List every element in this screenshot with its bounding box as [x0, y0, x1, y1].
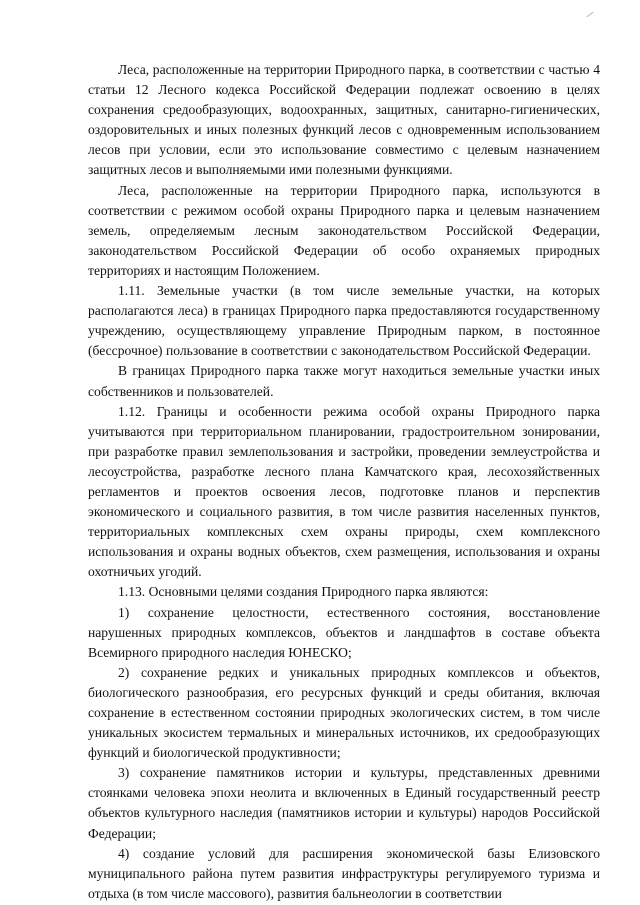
paragraph: 1.13. Основными целями создания Природного парка являются: [118, 584, 489, 600]
paragraph: В границах Природного парка также могут находиться земельные участки иных собственников и пользователей. [88, 363, 600, 399]
scan-mark [586, 12, 593, 17]
paragraph: 3) сохранение памятников истории и культуры, представленных древними стоянками человека эпохи неолита и включенных в Единый государственный реестр объектов культурного наследия (памятников истории и культуры) народов Российской Федерации; [88, 765, 600, 841]
paragraph: 1.11. Земельные участки (в том числе земельные участки, на которых располагаются леса) в границах Природного парка предоставляются государственному учреждению, осуществляющему управление Природным парком, в постоянное (бессрочное) пользование в соответствии с законодательством Российской Федерации. [88, 283, 600, 359]
document-body [88, 60, 600, 904]
paragraph: 1.12. Границы и особенности режима особой охраны Природного парка учитываются при территориальном планировании, градостроительном зонировании, при разработке правил землепользования и застройки, проведении землеустройства и лесоустройства, разработке лесного плана Камчатского края, лесохозяйственных регламентов и проектов освоения лесов, подготовке планов и перспектив экономического и социального развития, в том числе развития населенных пунктов, территориальных комплексных схем охраны природы, схем комплексного использования и охраны водных объектов, схем размещения, использования и охраны охотничьих угодий. [88, 403, 600, 580]
paragraph: Леса, расположенные на территории Природного парка, используются в соответствии с режимом особой охраны Природного парка и целевым назначением земель, определяемым лесным законодательством Российской Федерации, законодательством Российской Федерации об особо охраняемых природных территориях и настоящим Положением. [88, 182, 600, 278]
paragraph: 2) сохранение редких и уникальных природных комплексов и объектов, биологического разнообразия, его ресурсных функций и среды обитания, включая сохранение в естественном состоянии природных экологических систем, в том числе уникальных экосистем термальных и минеральных источников, их средообразующих функций и биологической продуктивности; [88, 664, 600, 761]
paragraph: 1) сохранение целостности, естественного состояния, восстановление нарушенных природных комплексов, объектов и ландшафтов в составе объекта Всемирного природного наследия ЮНЕСКО; [88, 604, 600, 660]
paragraph: 4) создание условий для расширения экономической базы Елизовского муниципального района путем развития инфраструктуры регулируемого туризма и отдыха (в том числе массового), развития бальнеологии в соответствии [88, 845, 600, 901]
paragraph: Леса, расположенные на территории Природного парка, в соответствии с частью 4 статьи 12 Лесного кодекса Российской Федерации подлежат освоению в целях сохранения средообразующих, водоохранных, защитных, санитарно-гигиенических, оздоровительных и иных полезных функций лесов с одновременным использованием лесов при условии, если это использование совместимо с целевым назначением защитных лесов и выполняемыми ими полезными функциями. [88, 62, 600, 178]
